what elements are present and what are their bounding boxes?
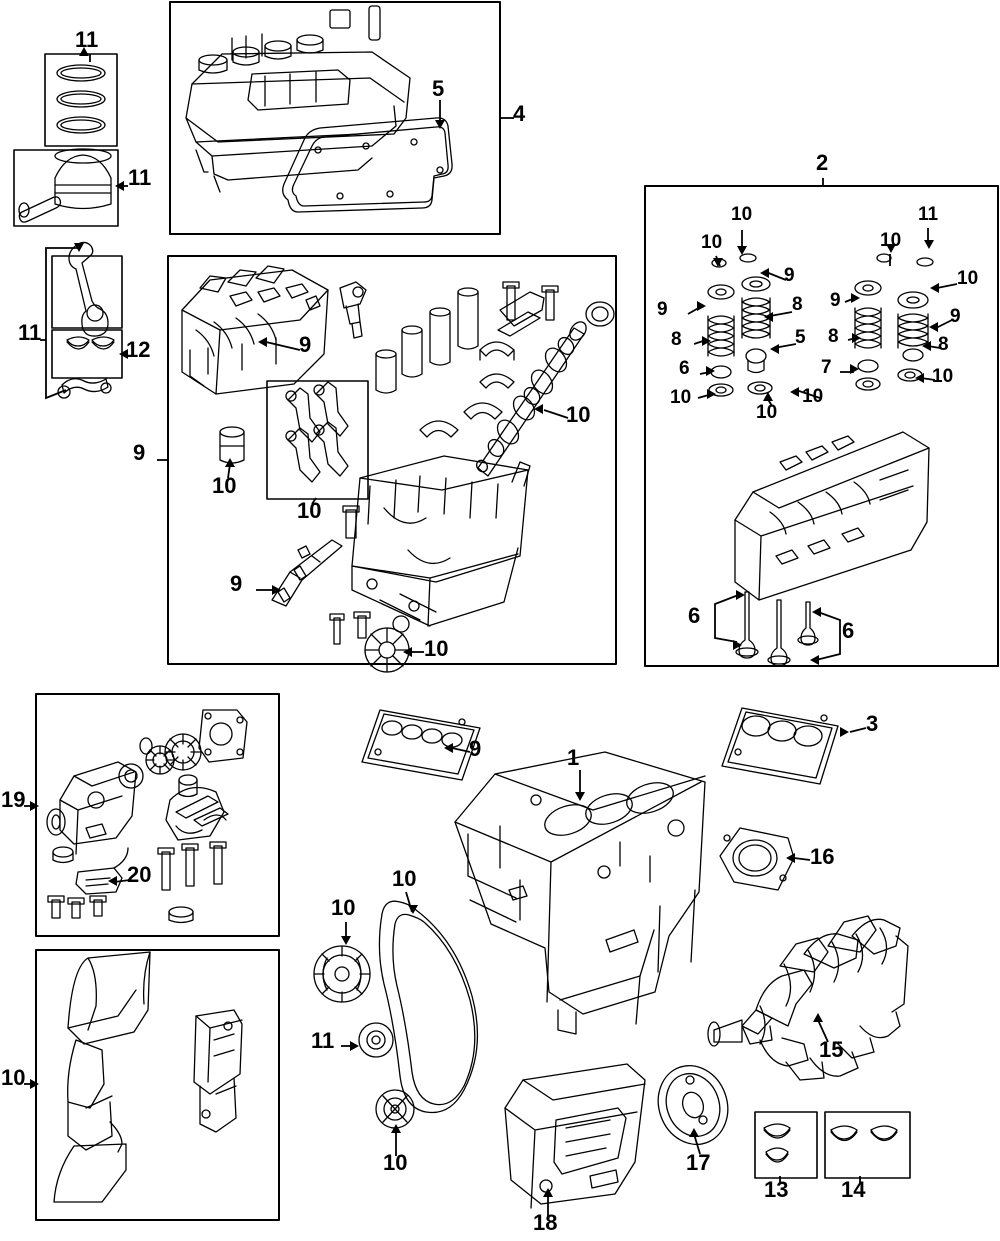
- arrow-10-g: [790, 387, 799, 397]
- callout-18: 10: [566, 402, 591, 427]
- arrow-10-f: [763, 392, 773, 401]
- arrow-10-h: [915, 373, 924, 383]
- arrow-1: [575, 792, 585, 801]
- callout-27: 11: [18, 320, 42, 345]
- callout-17: 10: [297, 498, 322, 523]
- callout-35: 19: [1, 787, 26, 812]
- callout-11-d: 11: [918, 204, 939, 225]
- arrow-6-b: [810, 655, 819, 665]
- callout-10-c: 9: [830, 290, 841, 311]
- arrow-9-a: [764, 312, 773, 322]
- arrow-20: [30, 1079, 39, 1089]
- arrow-13: [444, 743, 453, 753]
- callout-2: 2: [816, 150, 829, 175]
- arrow-31: [813, 1013, 823, 1022]
- arrow-9-c: [852, 333, 861, 343]
- callout-11-a: 10: [731, 204, 753, 225]
- callout-29: 13: [764, 1177, 789, 1202]
- arrow-10-a: [760, 268, 769, 278]
- callout-13: 9: [469, 736, 482, 761]
- callout-7: 6: [688, 603, 701, 628]
- callout-8-d: 8: [938, 334, 949, 355]
- callout-8-a: 5: [795, 327, 806, 348]
- callout-10-e: 10: [670, 387, 692, 408]
- callout-10-b: 9: [657, 299, 668, 320]
- arrow-5: [435, 120, 445, 129]
- arrow-9-b: [702, 336, 711, 346]
- callout-12: 9: [133, 440, 146, 465]
- arrow-25: [79, 47, 89, 56]
- arrow-11-b: [713, 258, 723, 267]
- arrow-15: [272, 585, 281, 595]
- callout-21: 10: [331, 895, 356, 920]
- arrow-8-d: [922, 341, 931, 351]
- arrow-8-a: [770, 344, 779, 354]
- callout-33: 17: [686, 1150, 711, 1175]
- callout-15: 9: [230, 571, 243, 596]
- arrow-34: [543, 1188, 553, 1197]
- arrow-11-d: [924, 240, 934, 249]
- arrow-7-a: [736, 590, 745, 600]
- callout-6: 6: [842, 618, 855, 643]
- callout-16: 10: [212, 473, 237, 498]
- arrow-11-a: [737, 246, 747, 255]
- arrow-23: [408, 905, 418, 914]
- callout-22: 10: [383, 1150, 408, 1175]
- callout-9-c: 8: [828, 326, 839, 347]
- callout-24: 11: [311, 1028, 335, 1053]
- arrow-28: [119, 349, 128, 359]
- callout-10-h: 10: [932, 366, 954, 387]
- arrow-10-c: [851, 293, 860, 303]
- arrow-35: [30, 801, 39, 811]
- arrow-11-c: [886, 244, 896, 253]
- callout-3: 3: [866, 711, 879, 736]
- arrow-19: [403, 647, 412, 657]
- callout-23: 10: [392, 866, 417, 891]
- callout-28: 12: [126, 337, 151, 362]
- arrow-26: [115, 181, 124, 191]
- arrow-10-e: [707, 389, 716, 399]
- arrow-10-d: [930, 283, 939, 293]
- callout-25: 11: [75, 27, 99, 52]
- callout-10-g: 10: [802, 386, 824, 407]
- callout-32: 16: [810, 844, 835, 869]
- callout-11-c: 10: [880, 230, 902, 251]
- callout-30: 14: [841, 1177, 866, 1202]
- callout-9-b: 8: [671, 329, 682, 350]
- arrow-16: [225, 458, 235, 467]
- arrow-21: [341, 936, 351, 945]
- callout-31: 15: [819, 1037, 844, 1062]
- callout-9-d: 9: [950, 306, 961, 327]
- callout-20: 10: [1, 1065, 26, 1090]
- callout-4: 4: [513, 101, 526, 126]
- arrow-8-b: [706, 366, 715, 376]
- callout-8-c: 7: [821, 357, 832, 378]
- callout-5: 5: [432, 76, 445, 101]
- arrow-18: [534, 404, 543, 414]
- callout-10-a: 9: [784, 265, 795, 286]
- arrow-8-c: [850, 364, 859, 374]
- callout-1: 1: [567, 745, 580, 770]
- arrow-24: [350, 1041, 359, 1051]
- arrow-7-b: [733, 640, 742, 650]
- callout-9-a: 8: [792, 294, 803, 315]
- arrow-22: [391, 1124, 401, 1133]
- arrow-27: [74, 243, 84, 252]
- callout-36: 20: [127, 862, 152, 887]
- arrow-6-a: [812, 607, 821, 617]
- callout-19: 10: [424, 636, 449, 661]
- callout-10-d: 10: [957, 268, 979, 289]
- arrow-14: [258, 337, 267, 347]
- arrow-32: [786, 853, 795, 863]
- callout-11-b: 10: [701, 232, 723, 253]
- callout-26: 11: [128, 165, 152, 190]
- arrow-9-d: [929, 322, 938, 332]
- callout-34: 18: [533, 1210, 558, 1235]
- callout-10-f: 10: [756, 402, 778, 423]
- arrow-33: [689, 1128, 699, 1137]
- arrow-10-b: [697, 301, 706, 311]
- callout-14: 9: [299, 332, 312, 357]
- arrow-3: [840, 727, 849, 737]
- arrow-36: [108, 876, 117, 886]
- callout-8-b: 6: [679, 358, 690, 379]
